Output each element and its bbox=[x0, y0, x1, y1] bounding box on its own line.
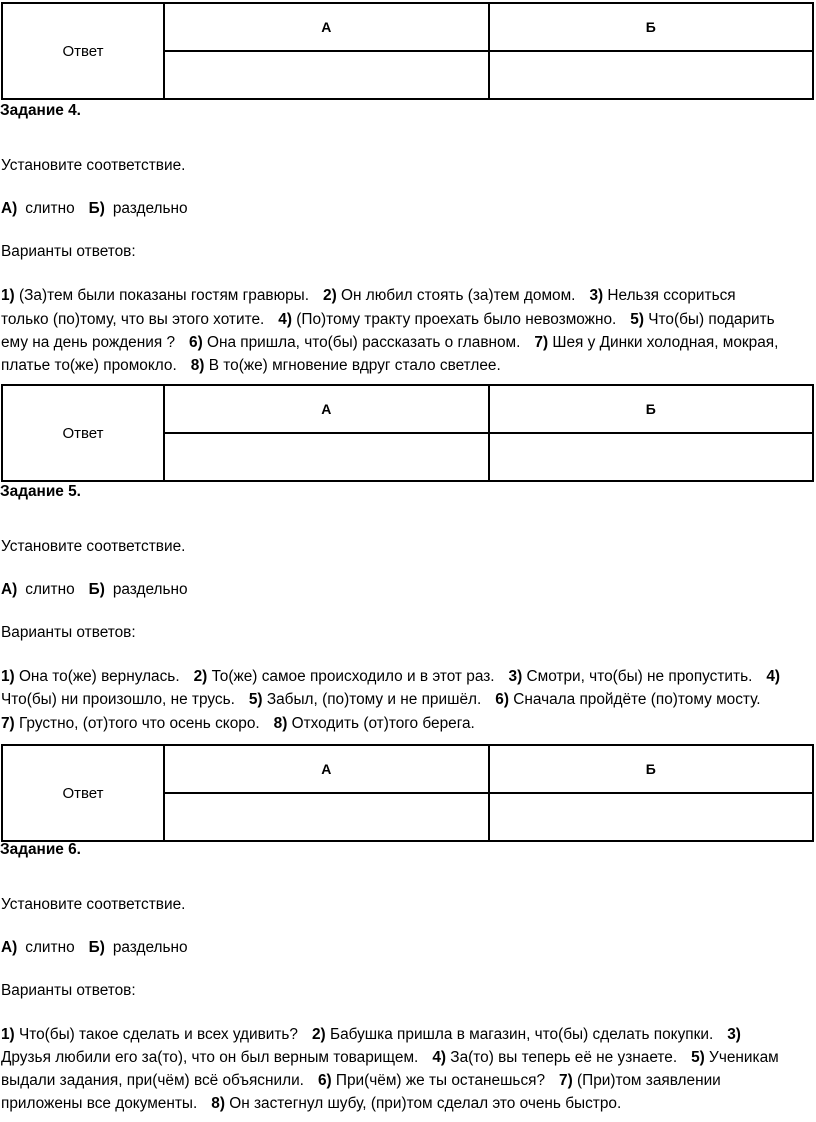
variants-line: Друзья любили его за(то), что он был верным товарищем. 4) За(то) вы теперь её не узнаете. 5) Ученикам bbox=[1, 1049, 779, 1066]
variants-line: Что(бы) ни произошло, не трусь. 5) Забыл, (по)тому и не пришёл. 6) Сначала пройдёте (по)тому мосту. bbox=[1, 691, 761, 708]
task-title: Задание 5. bbox=[0, 483, 81, 500]
answer-cell-a[interactable] bbox=[164, 793, 489, 841]
option-a-key: А) bbox=[1, 581, 18, 598]
answer-cell-a[interactable] bbox=[164, 433, 489, 481]
option-a-text: слитно bbox=[25, 200, 75, 217]
task-options bbox=[1, 581, 188, 599]
option-b-text: раздельно bbox=[112, 200, 188, 217]
task-title: Задание 6. bbox=[0, 841, 81, 858]
variants-line: приложены все документы. 8) Он застегнул шубу, (при)том сделал это очень быстро. bbox=[1, 1095, 622, 1112]
option-b-key: Б) bbox=[88, 939, 105, 956]
answer-col-a-header: А bbox=[164, 745, 489, 793]
option-b-key: Б) bbox=[88, 200, 105, 217]
answer-col-b-header: Б bbox=[489, 745, 814, 793]
task-options bbox=[1, 939, 188, 957]
variants-label: Варианты ответов: bbox=[1, 624, 136, 641]
option-a-text: слитно bbox=[25, 581, 75, 598]
answer-table bbox=[1, 384, 814, 482]
answer-table bbox=[1, 744, 814, 842]
task-title: Задание 4. bbox=[0, 102, 81, 119]
variants-line: ему на день рождения ? 6) Она пришла, что(бы) рассказать о главном. 7) Шея у Динки холодная, мокрая, bbox=[1, 334, 779, 351]
variants-label: Варианты ответов: bbox=[1, 243, 136, 260]
answer-cell-b[interactable] bbox=[489, 433, 814, 481]
variants-label: Варианты ответов: bbox=[1, 982, 136, 999]
variants-line: 1) (За)тем были показаны гостям гравюры. 2) Он любил стоять (за)тем домом. 3) Нельзя ссориться bbox=[1, 287, 736, 304]
task-options bbox=[1, 200, 188, 218]
answer-label: Ответ bbox=[2, 385, 164, 481]
variants-line: 1) Она то(же) вернулась. 2) То(же) самое происходило и в этот раз. 3) Смотри, что(бы) не пропустить. 4) bbox=[1, 668, 781, 685]
answer-label: Ответ bbox=[2, 745, 164, 841]
answer-col-a-header: А bbox=[164, 385, 489, 433]
option-a-key: А) bbox=[1, 200, 18, 217]
variants-line: только (по)тому, что вы этого хотите. 4) (По)тому тракту проехать было невозможно. 5) Что(бы) подарить bbox=[1, 311, 775, 328]
answer-label: Ответ bbox=[2, 3, 164, 99]
answer-col-b-header: Б bbox=[489, 3, 814, 51]
answer-col-b-header: Б bbox=[489, 385, 814, 433]
answer-col-a-header: А bbox=[164, 3, 489, 51]
task-instruction: Установите соответствие. bbox=[1, 538, 186, 555]
option-b-text: раздельно bbox=[112, 939, 188, 956]
option-a-key: А) bbox=[1, 939, 18, 956]
option-b-text: раздельно bbox=[112, 581, 188, 598]
answer-cell-b[interactable] bbox=[489, 793, 814, 841]
answer-cell-b[interactable] bbox=[489, 51, 814, 99]
option-a-text: слитно bbox=[25, 939, 75, 956]
task-instruction: Установите соответствие. bbox=[1, 157, 186, 174]
variants-line: 7) Грустно, (от)того что осень скоро. 8) Отходить (от)того берега. bbox=[1, 715, 475, 732]
variants-line: 1) Что(бы) такое сделать и всех удивить? 2) Бабушка пришла в магазин, что(бы) сделать покупки. 3) bbox=[1, 1026, 741, 1043]
option-b-key: Б) bbox=[88, 581, 105, 598]
variants-line: платье то(же) промокло. 8) В то(же) мгновение вдруг стало светлее. bbox=[1, 357, 501, 374]
answer-table bbox=[1, 2, 814, 100]
variants-line: выдали задания, при(чём) всё объяснили. 6) При(чём) же ты останешься? 7) (При)том заявлении bbox=[1, 1072, 721, 1089]
task-instruction: Установите соответствие. bbox=[1, 896, 186, 913]
answer-cell-a[interactable] bbox=[164, 51, 489, 99]
